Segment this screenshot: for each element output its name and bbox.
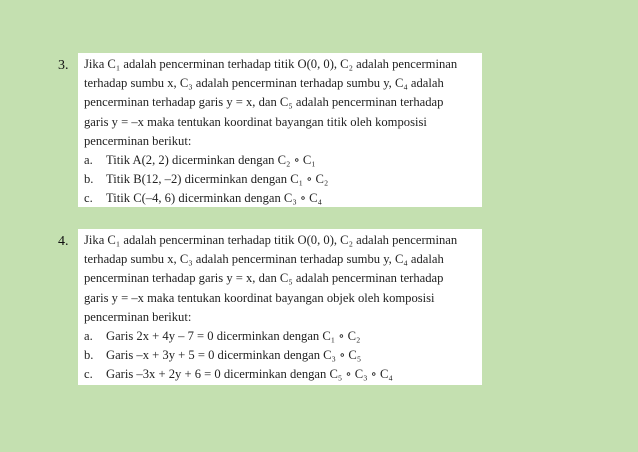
option-label: a. (84, 329, 93, 344)
question-4-number: 4. (58, 234, 69, 249)
option-label: b. (84, 172, 94, 187)
option-item (84, 170, 476, 189)
option-item (84, 346, 476, 365)
question-4-line-4: garis y = –x maka tentukan koordinat bayangan objek oleh komposisi (84, 290, 435, 305)
question-4-line-5: pencerminan berikut: (84, 309, 192, 324)
option-text: Garis –3x + 2y + 6 = 0 dicerminkan dengan C₅ ∘ C₃ ∘ C₄ (106, 367, 393, 382)
question-3-line-5: pencerminan berikut: (84, 133, 192, 148)
option-label: b. (84, 348, 94, 363)
option-item (84, 365, 476, 384)
option-text: Titik B(12, –2) dicerminkan dengan C₁ ∘ C₂ (106, 172, 329, 187)
option-text: Titik A(2, 2) dicerminkan dengan C₂ ∘ C₁ (106, 153, 316, 168)
question-3-line-1: Jika C₁ adalah pencerminan terhadap titik O(0, 0), C₂ adalah pencerminan (84, 57, 458, 71)
question-4-line-3: pencerminan terhadap garis y = x, dan C₅ adalah pencerminan terhadap (84, 271, 444, 286)
option-label: c. (84, 367, 93, 382)
option-item (84, 327, 476, 346)
option-item (84, 189, 476, 208)
option-text: Garis –x + 3y + 5 = 0 dicerminkan dengan C₃ ∘ C₅ (106, 348, 362, 363)
question-4-line-2: terhadap sumbu x, C₃ adalah pencerminan terhadap sumbu y, C₄ adalah (84, 252, 444, 267)
question-3-line-4: garis y = –x maka tentukan koordinat bayangan titik oleh komposisi (84, 114, 427, 129)
question-4-options (84, 327, 476, 385)
option-text: Garis 2x + 4y – 7 = 0 dicerminkan dengan C₁ ∘ C₂ (106, 329, 361, 344)
option-item (84, 151, 476, 170)
question-3-line-2: terhadap sumbu x, C₃ adalah pencerminan terhadap sumbu y, C₄ adalah (84, 76, 444, 91)
question-3-line-3: pencerminan terhadap garis y = x, dan C₅ adalah pencerminan terhadap (84, 95, 444, 110)
question-3-options (84, 151, 476, 209)
question-4-line-1: Jika C₁ adalah pencerminan terhadap titik O(0, 0), C₂ adalah pencerminan (84, 233, 458, 247)
question-3-card (78, 53, 482, 207)
option-label: a. (84, 153, 93, 168)
question-3-number: 3. (58, 58, 69, 73)
option-label: c. (84, 191, 93, 206)
question-4-card (78, 229, 482, 385)
option-text: Titik C(–4, 6) dicerminkan dengan C₃ ∘ C₄ (106, 191, 322, 206)
